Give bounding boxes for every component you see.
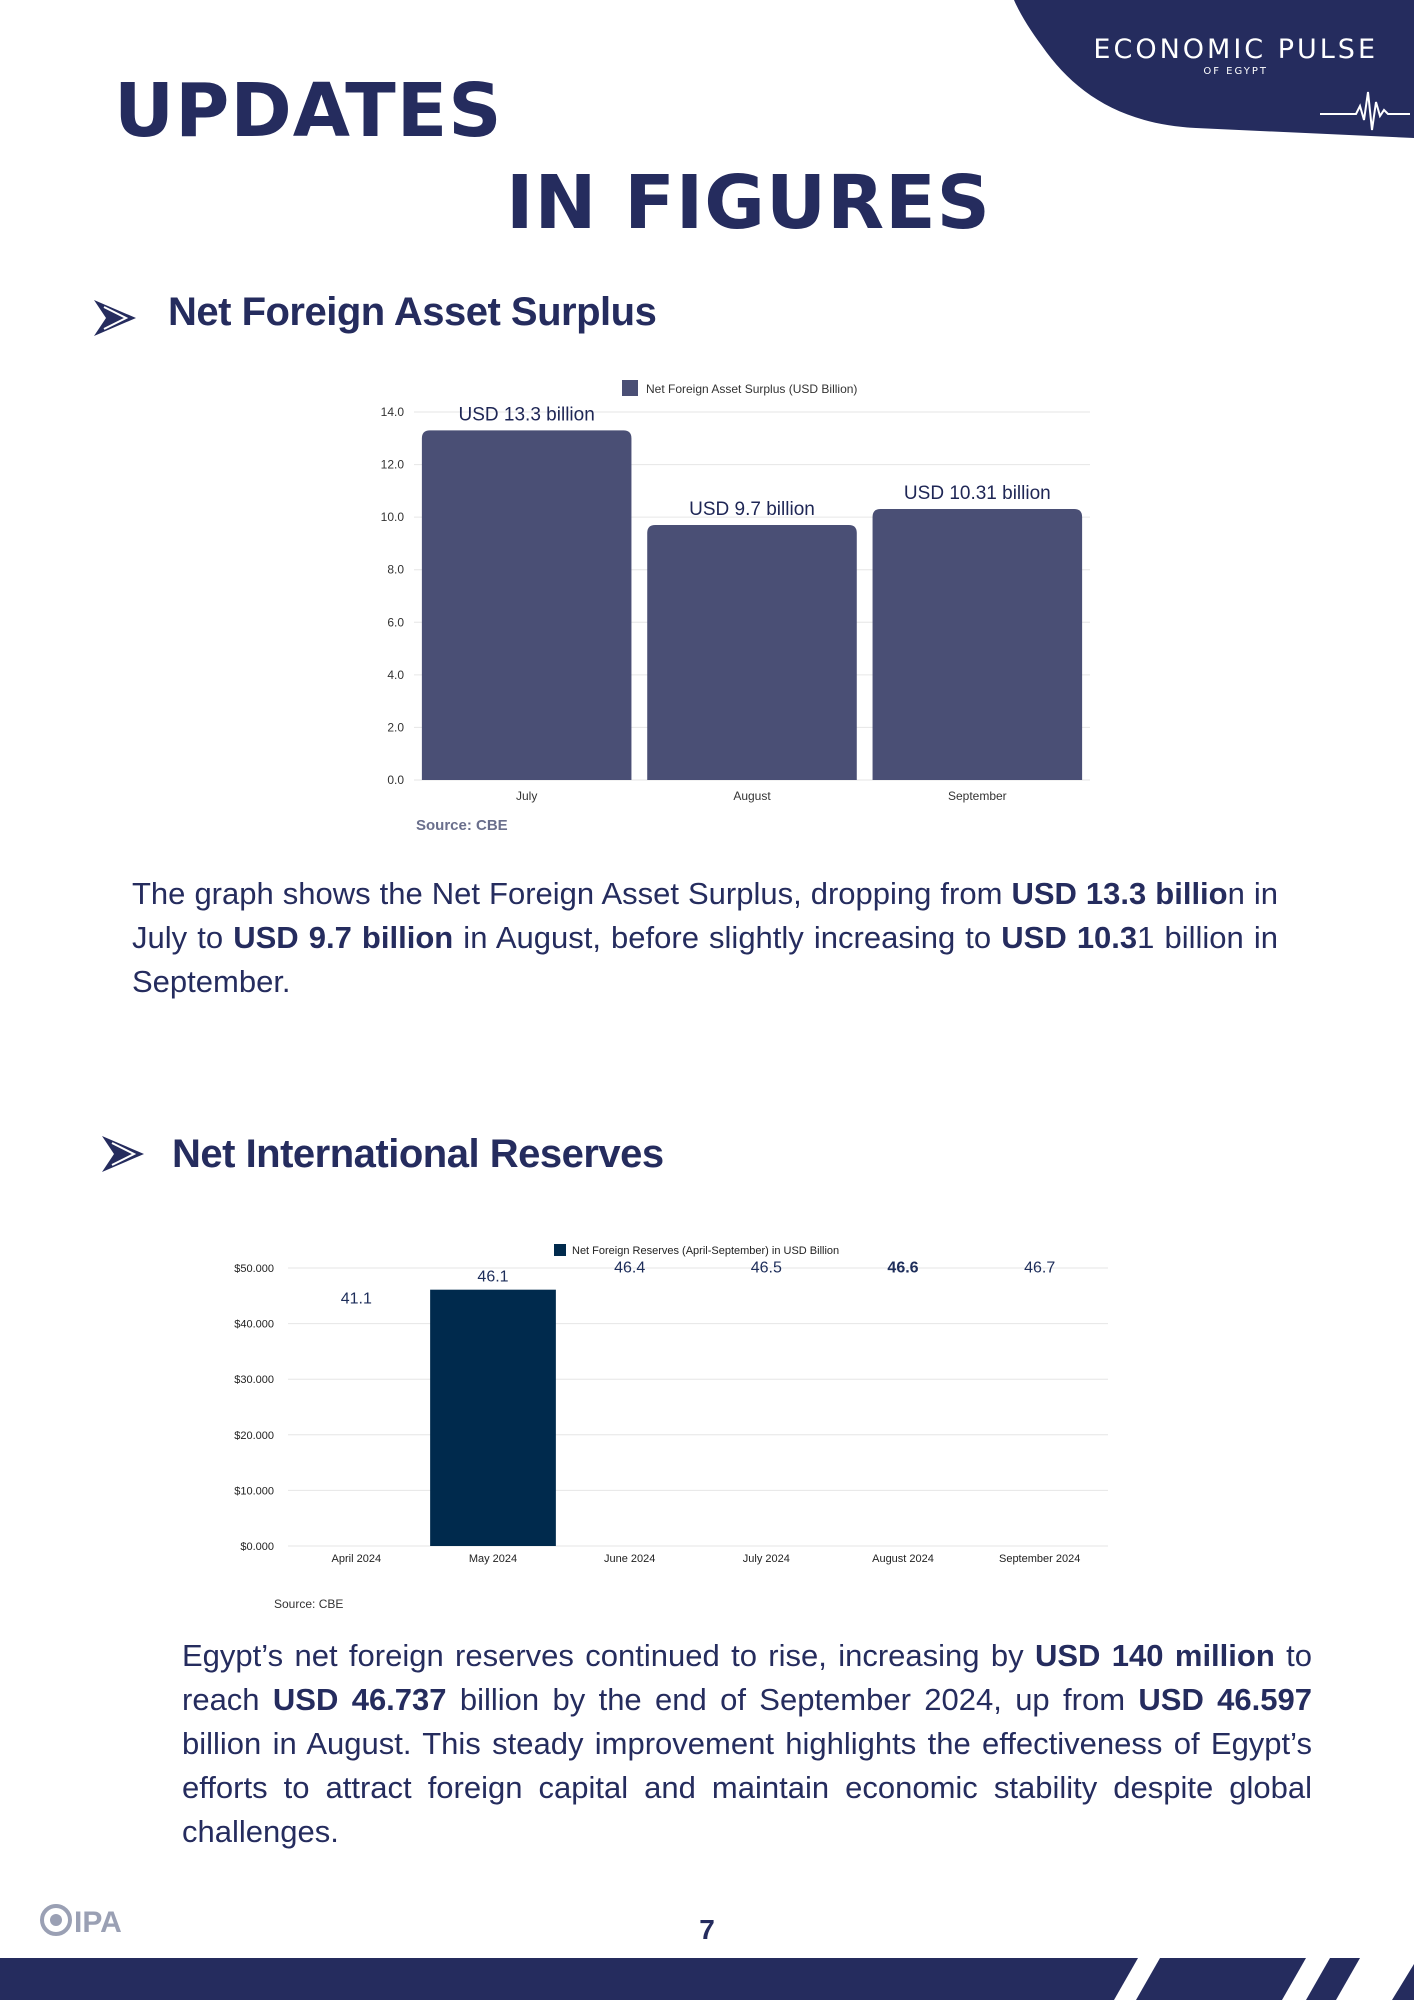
paragraph-net-international-reserves [182,1634,1312,1854]
section-title-net-international-reserves: Net International Reserves [172,1132,664,1176]
legend-label: Net Foreign Reserves (April-September) in USD Billion [572,1245,840,1257]
footer-bar [0,1958,1414,2000]
para2-bold-3: USD 46.597 [1138,1682,1312,1717]
y-tick-label: 2.0 [387,720,404,735]
para2-bold-1: USD 140 million [1034,1638,1275,1673]
y-tick-label: 6.0 [387,615,404,630]
data-label: 46.1 [477,1268,509,1286]
para1-bold-1: USD 13.3 billio [1011,876,1228,911]
legend-swatch [554,1244,566,1256]
page-number: 7 [699,1914,715,1945]
heading-updates: UPDATES [114,68,503,154]
y-tick-label: 14.0 [380,405,404,419]
bar-july [422,430,632,780]
y-tick-label: 8.0 [387,562,404,577]
brand-title: ECONOMIC PULSE [1093,34,1378,65]
section-title-net-foreign-asset-surplus: Net Foreign Asset Surplus [168,290,657,334]
x-tick-label: May 2024 [468,1553,518,1565]
para2-text-4: billion in August. This steady improvement highlights the effectiveness of Egypt’s efforts to attract foreign capital and maintain economic stability despite global challenges. [182,1726,1312,1849]
x-tick-label: August [733,789,771,803]
para2-text-1: Egypt’s net foreign reserves continued to rise, increasing by [182,1638,1035,1673]
data-label: 46.7 [1024,1259,1056,1277]
chart-net-international-reserves [210,1230,1120,1620]
x-tick-label: August 2024 [872,1553,934,1565]
chart-net-foreign-asset-surplus [360,370,1110,840]
y-tick-label: $30.000 [234,1374,274,1387]
arrow-bullet-icon [100,1134,146,1174]
data-label: 46.6 [887,1259,919,1277]
y-tick-label: 4.0 [387,667,404,682]
data-label: 46.5 [750,1259,782,1277]
y-tick-label: $10.000 [234,1485,274,1498]
y-tick-label: $0.000 [240,1541,274,1553]
y-tick-label: 12.0 [380,457,404,472]
bar-september [873,509,1083,780]
data-label: 41.1 [340,1290,372,1308]
chart1-svg [360,370,1110,840]
y-tick-label: $50.000 [234,1263,274,1275]
y-tick-label: $40.000 [234,1318,274,1331]
y-tick-label: 0.0 [387,773,404,787]
data-label: USD 9.7 billion [689,499,815,521]
x-tick-label: September 2024 [998,1553,1081,1565]
para1-bold-2: USD 9.7 billion [233,920,454,955]
x-tick-label: July [515,789,538,803]
para1-text-4: 1 billion in September. [132,920,1278,999]
heading-in-figures: IN FIGURES [506,160,991,246]
legend-label: Net Foreign Asset Surplus (USD Billion) [646,382,858,396]
brand-subtitle: OF EGYPT [1203,66,1268,77]
para2-bold-2: USD 46.737 [272,1682,447,1717]
chart-source: Source: CBE [274,1597,344,1611]
bar-august [647,525,857,780]
x-tick-label: April 2024 [331,1553,382,1565]
para2-text-2: to reach [182,1638,1312,1717]
para1-text-3: in August, before slightly increasing to [453,920,1002,955]
data-label: USD 13.3 billion [458,404,595,426]
chart2-svg [210,1230,1120,1620]
para2-text-3: billion by the end of September 2024, up from [446,1682,1139,1717]
chart-source: Source: CBE [416,817,508,834]
x-tick-label: June 2024 [603,1553,656,1565]
para1-text-2: n in July to [132,876,1279,955]
legend-swatch [622,380,638,396]
para1-text-1: The graph shows the Net Foreign Asset Surplus, dropping from [132,876,1012,911]
arrow-bullet-icon [92,298,138,338]
x-tick-label: July 2024 [742,1553,790,1565]
heartbeat-pulse-icon [1320,84,1410,136]
y-tick-label: $20.000 [234,1429,274,1442]
bar-may-2024 [430,1290,556,1546]
data-label: 46.4 [614,1259,646,1277]
paragraph-net-foreign-asset-surplus [132,872,1278,1004]
x-tick-label: September [947,789,1007,803]
para1-bold-3: USD 10.3 [1001,920,1138,955]
data-label: USD 10.31 billion [903,482,1051,504]
logo-text: IPA [74,1906,122,1939]
y-tick-label: 10.0 [380,510,404,525]
